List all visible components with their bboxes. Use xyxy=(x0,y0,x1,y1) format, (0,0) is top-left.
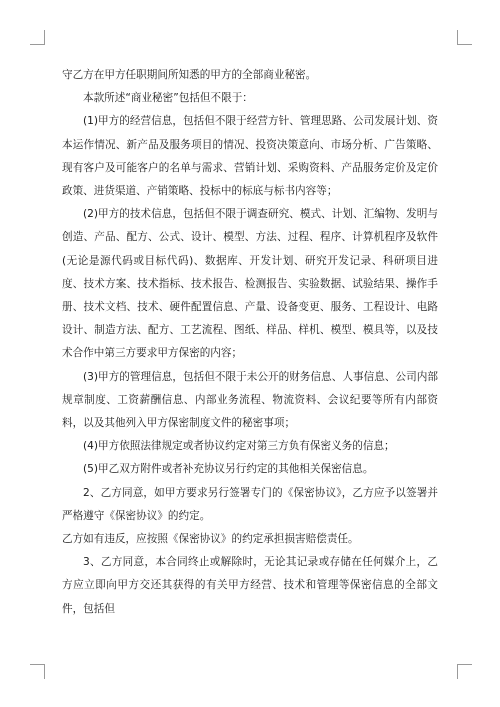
paragraph-management-info: (3)甲方的管理信息，包括但不限于未公开的财务信息、人事信息、公司内部规章制度、工资薪酬信息、内部业务流程、物流资料、会议纪要等所有内部资料，以及其他列入甲方保密制度文件的秘密事项； xyxy=(62,370,438,430)
crop-mark-bottom-right xyxy=(457,664,472,679)
paragraph-other-info: (5)甲乙双方附件或者补充协议另行约定的其他相关保密信息。 xyxy=(83,463,374,476)
crop-mark-bottom-left xyxy=(30,664,45,679)
paragraph-definition-intro: 本款所述“商业秘密”包括但不限于： xyxy=(83,92,253,105)
crop-mark-top-left xyxy=(30,30,45,45)
paragraph-clause-3: 3、乙方同意，本合同终止或解除时，无论其记录或存储在任何媒介上，乙方应立即向甲方交还其获得的有关甲方经营、技术和管理等保密信息的全部文件，包括但 xyxy=(62,556,438,615)
paragraph-technical-info: (2)甲方的技术信息，包括但不限于调查研究、模式、计划、汇编物、发明与创造、产品、配方、公式、设计、模型、方法、过程、程序、计算机程序及软件(无论是源代码或目标代码)、数据库、开发计划、研究开发记录、科研项目进度、技术方案、技术指标、技术报告、检测报告、实验数据、试验结果、操作手册、技术文档、技术、硬件配置信息、产量、设备变更、服务、工程设计、电路设计、制造方法、配方、工艺流程、图纸、样品、样机、模型、模具等，以及技术合作中第三方要求甲方保密的内容； xyxy=(62,208,438,360)
paragraph-clause-2: 2、乙方同意，如甲方要求另行签署专门的《保密协议》，乙方应予以签署并严格遵守《保密协议》的约定。 xyxy=(62,486,438,522)
paragraph-continuation: 守乙方在甲方任职期间所知悉的甲方的全部商业秘密。 xyxy=(62,69,317,81)
crop-mark-top-right xyxy=(457,30,472,45)
paragraph-business-info: (1)甲方的经营信息，包括但不限于经营方针、管理思路、公司发展计划、资本运作情况、新产品及服务项目的情况、投资决策意向、市场分析、广告策略、现有客户及可能客户的名单与需求、营销计划、采购资料、产品服务定价及定价政策、进货渠道、产销策略、投标中的标底与标书内容等； xyxy=(62,115,438,198)
paragraph-third-party-info: (4)甲方依照法律规定或者协议约定对第三方负有保密义务的信息； xyxy=(83,440,395,453)
document-body xyxy=(62,64,438,621)
paragraph-liability: 乙方如有违反，应按照《保密协议》的约定承担损害赔偿责任。 xyxy=(62,533,359,546)
